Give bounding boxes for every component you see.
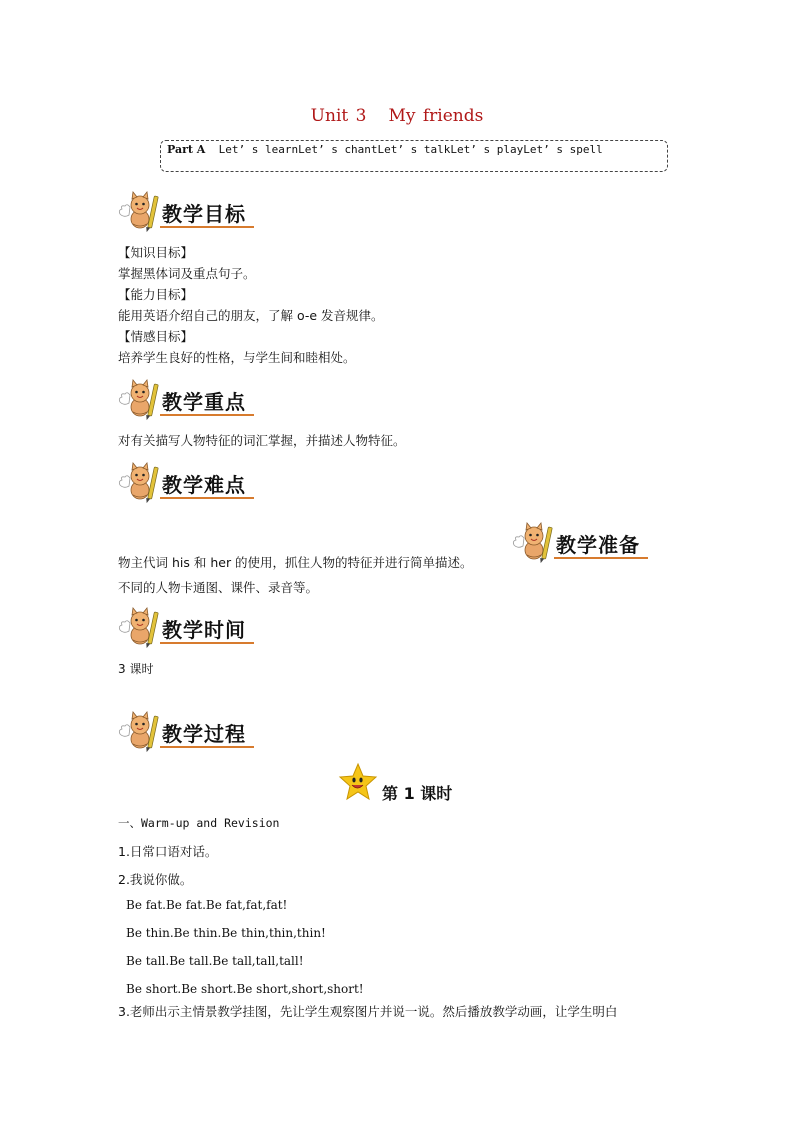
section-heading: 教学过程 [162, 722, 246, 746]
section-process [118, 710, 278, 754]
lesson-item-3: 3.老师出示主情景教学挂图，先让学生观察图片并说一说。然后播放教学动画，让学生明白 [118, 1004, 618, 1019]
ability-text: 能用英语介绍自己的朋友，了解 o-e 发音规律。 [118, 308, 384, 323]
section-key-points [118, 378, 278, 422]
lesson-item-1: 1.日常口语对话。 [118, 844, 218, 859]
cartoon-cat-pencil-icon [512, 521, 556, 565]
knowledge-text: 掌握黑体词及重点句子。 [118, 266, 256, 281]
unit-name: My friends [388, 106, 484, 126]
heading-underline [160, 497, 254, 499]
ability-label: 【能力目标】 [118, 287, 194, 302]
knowledge-label: 【知识目标】 [118, 245, 194, 260]
section-difficulties [118, 461, 278, 505]
section-heading: 教学准备 [556, 533, 640, 557]
section-objectives [118, 190, 278, 234]
part-line [167, 143, 603, 156]
preparation-text: 不同的人物卡通图、课件、录音等。 [118, 580, 319, 595]
section-heading: 教学重点 [162, 390, 246, 414]
smiling-star-icon [338, 762, 378, 802]
unit-number: Unit 3 [310, 106, 367, 126]
heading-underline [554, 557, 648, 559]
page-title [0, 106, 794, 126]
heading-underline [160, 642, 254, 644]
cartoon-cat-pencil-icon [118, 190, 162, 234]
heading-underline [160, 226, 254, 228]
section-time [118, 606, 278, 650]
chant-line: Be short.Be short.Be short,short,short! [126, 982, 364, 996]
heading-underline [160, 746, 254, 748]
section-heading: 教学难点 [162, 473, 246, 497]
chant-line: Be thin.Be thin.Be thin,thin,thin! [126, 926, 326, 940]
part-box [160, 140, 668, 172]
difficulties-text: 物主代词 his 和 her 的使用，抓住人物的特征并进行简单描述。 [118, 555, 473, 570]
step-warm-up: 一、Warm-up and Revision [118, 816, 280, 830]
key-points-text: 对有关描写人物特征的词汇掌握，并描述人物特征。 [118, 433, 406, 448]
section-preparation [512, 521, 672, 565]
chant-line: Be tall.Be tall.Be tall,tall,tall! [126, 954, 304, 968]
lesson-title: 第 1 课时 [382, 784, 453, 803]
cartoon-cat-pencil-icon [118, 461, 162, 505]
cartoon-cat-pencil-icon [118, 606, 162, 650]
emotion-label: 【情感目标】 [118, 329, 194, 344]
cartoon-cat-pencil-icon [118, 710, 162, 754]
heading-underline [160, 414, 254, 416]
cartoon-cat-pencil-icon [118, 378, 162, 422]
section-heading: 教学时间 [162, 618, 246, 642]
lesson-item-2: 2.我说你做。 [118, 872, 193, 887]
section-heading: 教学目标 [162, 202, 246, 226]
time-text: 3 课时 [118, 662, 154, 676]
part-items: Let’ s learnLet’ s chantLet’ s talkLet’ s playLet’ s spell [218, 143, 603, 156]
part-label: Part A [167, 143, 206, 156]
emotion-text: 培养学生良好的性格，与学生间和睦相处。 [118, 350, 356, 365]
chant-line: Be fat.Be fat.Be fat,fat,fat! [126, 898, 288, 912]
